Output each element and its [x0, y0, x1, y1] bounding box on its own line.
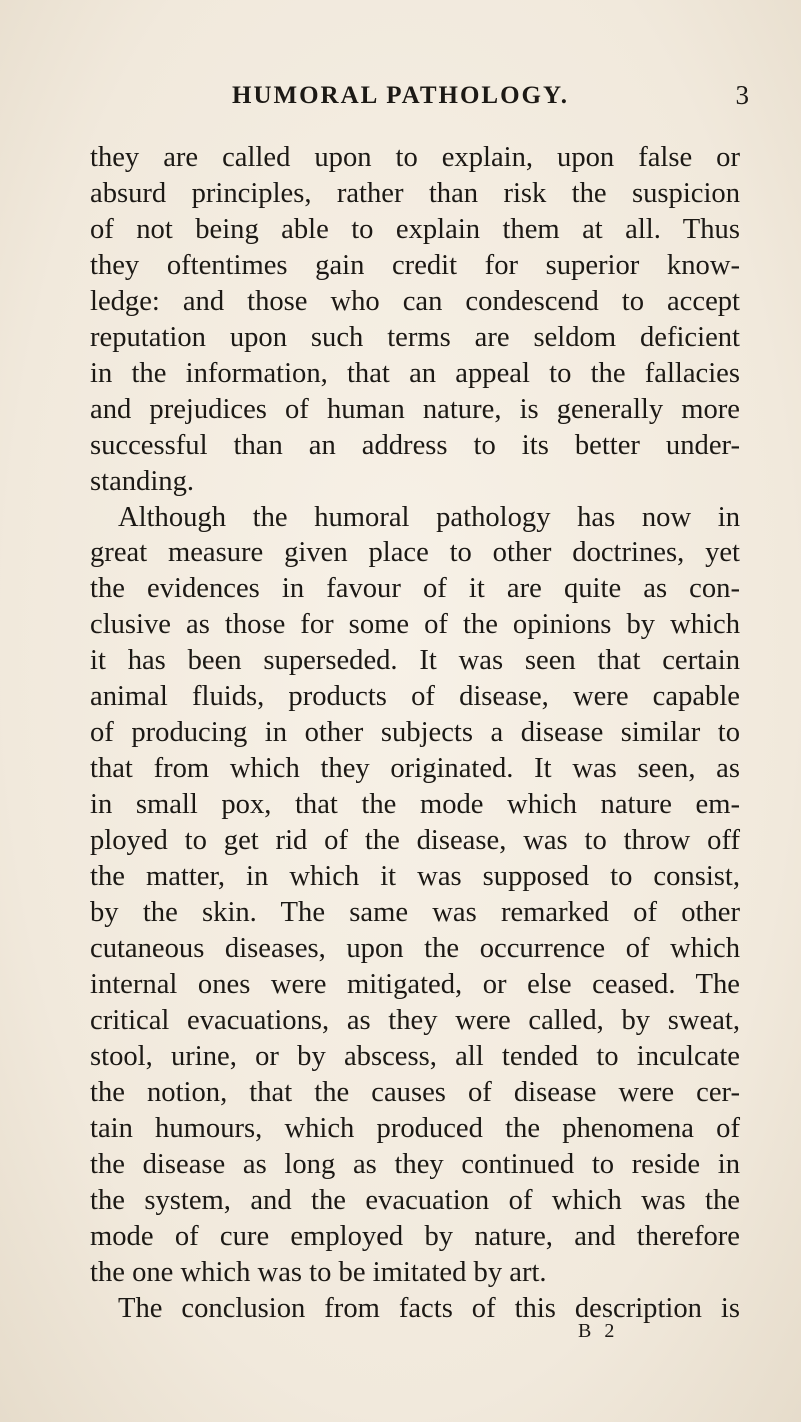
text-line: clusive as those for some of the opinions by which	[90, 609, 740, 641]
text-line: stool, urine, or by abscess, all tended to inculcate	[90, 1040, 740, 1072]
text-line: Although the humoral pathology has now in	[118, 501, 740, 533]
text-line: by the skin. The same was remarked of other	[90, 897, 740, 929]
text-line: that from which they originated. It was seen, as	[90, 753, 740, 785]
text-line: mode of cure employed by nature, and therefore	[90, 1220, 740, 1252]
text-line: the system, and the evacuation of which was the	[90, 1184, 740, 1216]
signature-mark-text: B 2	[578, 1320, 619, 1342]
text-line: and prejudices of human nature, is generally more	[90, 393, 740, 425]
text-line: the matter, in which it was supposed to consist,	[90, 861, 740, 893]
text-line: of producing in other subjects a disease similar to	[90, 717, 740, 749]
text-line: reputation upon such terms are seldom deficient	[90, 321, 740, 353]
text-line: it has been superseded. It was seen that certain	[90, 645, 740, 677]
text-line: successful than an address to its better under-	[90, 429, 740, 461]
text-line: in small pox, that the mode which nature em-	[90, 789, 740, 821]
text-line: cutaneous diseases, upon the occurrence of which	[90, 932, 740, 964]
text-line: the one which was to be imitated by art.	[90, 1256, 547, 1288]
running-title: HUMORAL PATHOLOGY.	[232, 82, 569, 109]
text-line: of not being able to explain them at all. Thus	[90, 213, 740, 245]
text-line: the disease as long as they continued to reside in	[90, 1148, 740, 1180]
text-line: tain humours, which produced the phenomena of	[90, 1112, 740, 1144]
body-text	[90, 140, 740, 1326]
text-line: great measure given place to other doctrines, yet	[90, 537, 740, 569]
text-line: ledge: and those who can condescend to accept	[90, 285, 740, 317]
text-line: internal ones were mitigated, or else ceased. The	[90, 968, 740, 1000]
text-line: critical evacuations, as they were called, by sweat,	[90, 1004, 740, 1036]
text-line: absurd principles, rather than risk the suspicion	[90, 177, 740, 209]
text-line: in the information, that an appeal to the fallacies	[90, 357, 740, 389]
text-line: the evidences in favour of it are quite as con-	[90, 573, 740, 605]
text-line: they oftentimes gain credit for superior know-	[90, 249, 740, 281]
text-line: the notion, that the causes of disease were cer-	[90, 1076, 740, 1108]
text-line: standing.	[90, 465, 195, 497]
text-line: animal fluids, products of disease, were capable	[90, 681, 740, 713]
page-header	[0, 78, 801, 114]
text-line: The conclusion from facts of this description is	[118, 1292, 740, 1324]
text-line: ployed to get rid of the disease, was to throw off	[90, 825, 740, 857]
text-line: they are called upon to explain, upon false or	[90, 142, 740, 173]
page-number: 3	[735, 80, 749, 110]
